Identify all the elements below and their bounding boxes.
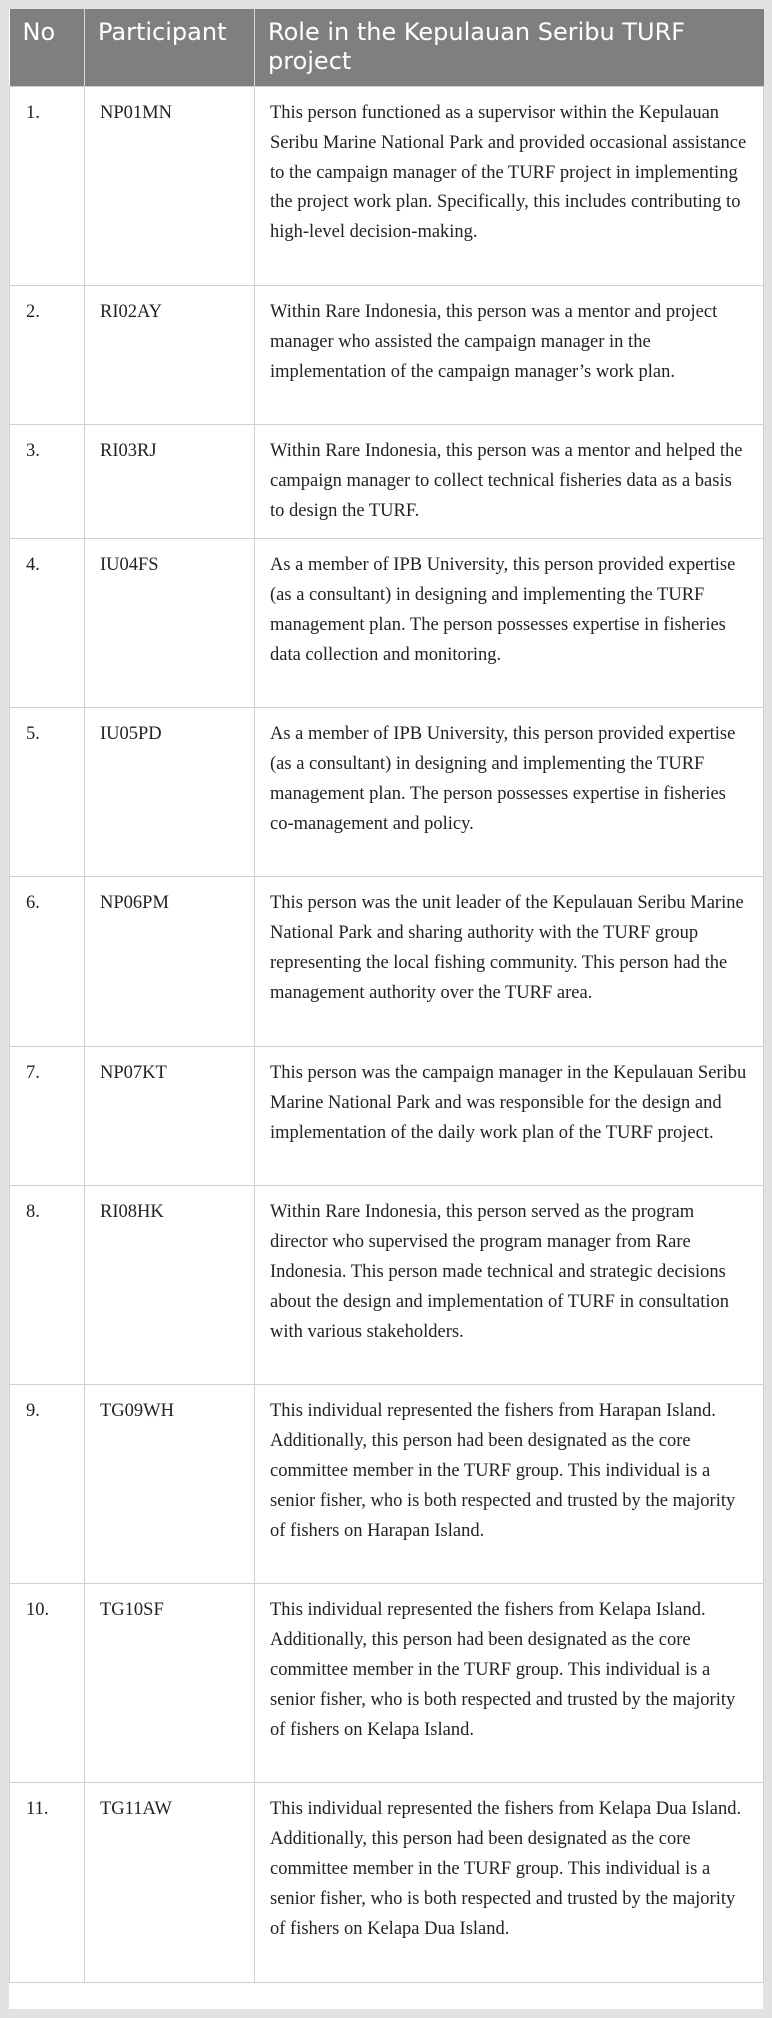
- row-participant: RI03RJ: [85, 425, 255, 539]
- table-row: [10, 425, 764, 539]
- row-participant: NP01MN: [85, 87, 255, 286]
- row-participant: RI08HK: [85, 1186, 255, 1385]
- header-role: Role in the Kepulauan Seribu TURF project: [255, 9, 764, 87]
- row-no: 10.: [10, 1584, 85, 1783]
- row-no: 3.: [10, 425, 85, 539]
- row-role: Within Rare Indonesia, this person served as the program director who supervised the program manager from Rare Indonesia. This person made technical and strategic decisions about the design and implementation of TURF in consultation with various stakeholders.: [255, 1186, 764, 1385]
- table-row: [10, 1385, 764, 1584]
- table-row: [10, 1186, 764, 1385]
- table-row: [10, 539, 764, 708]
- row-participant: IU04FS: [85, 539, 255, 708]
- table-body: [10, 87, 764, 1983]
- row-no: 5.: [10, 708, 85, 877]
- table-container: [9, 9, 763, 2009]
- row-role: This person functioned as a supervisor within the Kepulauan Seribu Marine National Park and provided occasional assistance to the campaign manager of the TURF project in implementing the project work plan. Specifically, this includes contributing to high-level decision-making.: [255, 87, 764, 286]
- table-row: [10, 1783, 764, 1983]
- row-role: Within Rare Indonesia, this person was a mentor and helped the campaign manager to collect technical fisheries data as a basis to design the TURF.: [255, 425, 764, 539]
- row-no: 4.: [10, 539, 85, 708]
- table-row: [10, 1047, 764, 1186]
- row-role: As a member of IPB University, this person provided expertise (as a consultant) in designing and implementing the TURF management plan. The person possesses expertise in fisheries data collection and monitoring.: [255, 539, 764, 708]
- header-participant: Participant: [85, 9, 255, 87]
- row-role: As a member of IPB University, this person provided expertise (as a consultant) in designing and implementing the TURF management plan. The person possesses expertise in fisheries co-management and policy.: [255, 708, 764, 877]
- row-participant: IU05PD: [85, 708, 255, 877]
- header-no: No: [10, 9, 85, 87]
- row-participant: TG09WH: [85, 1385, 255, 1584]
- row-role: This individual represented the fishers from Harapan Island. Additionally, this person had been designated as the core committee member in the TURF group. This individual is a senior fisher, who is both respected and trusted by the majority of fishers on Harapan Island.: [255, 1385, 764, 1584]
- row-no: 8.: [10, 1186, 85, 1385]
- row-role: This individual represented the fishers from Kelapa Island. Additionally, this person had been designated as the core committee member in the TURF group. This individual is a senior fisher, who is both respected and trusted by the majority of fishers on Kelapa Island.: [255, 1584, 764, 1783]
- row-participant: TG11AW: [85, 1783, 255, 1983]
- row-no: 6.: [10, 877, 85, 1047]
- table-row: [10, 286, 764, 425]
- table-row: [10, 708, 764, 877]
- row-participant: TG10SF: [85, 1584, 255, 1783]
- row-role: Within Rare Indonesia, this person was a mentor and project manager who assisted the campaign manager in the implementation of the campaign manager’s work plan.: [255, 286, 764, 425]
- row-participant: NP07KT: [85, 1047, 255, 1186]
- table-header: [10, 9, 764, 87]
- row-no: 11.: [10, 1783, 85, 1983]
- row-no: 9.: [10, 1385, 85, 1584]
- participants-table: [9, 9, 764, 1983]
- table-row: [10, 877, 764, 1047]
- row-role: This person was the unit leader of the Kepulauan Seribu Marine National Park and sharing authority with the TURF group representing the local fishing community. This person had the management authority over the TURF area.: [255, 877, 764, 1047]
- row-participant: NP06PM: [85, 877, 255, 1047]
- row-no: 7.: [10, 1047, 85, 1186]
- row-no: 1.: [10, 87, 85, 286]
- table-row: [10, 87, 764, 286]
- table-row: [10, 1584, 764, 1783]
- row-role: This person was the campaign manager in the Kepulauan Seribu Marine National Park and was responsible for the design and implementation of the daily work plan of the TURF project.: [255, 1047, 764, 1186]
- row-participant: RI02AY: [85, 286, 255, 425]
- header-row: [10, 9, 764, 87]
- row-no: 2.: [10, 286, 85, 425]
- row-role: This individual represented the fishers from Kelapa Dua Island. Additionally, this person had been designated as the core committee member in the TURF group. This individual is a senior fisher, who is both respected and trusted by the majority of fishers on Kelapa Dua Island.: [255, 1783, 764, 1983]
